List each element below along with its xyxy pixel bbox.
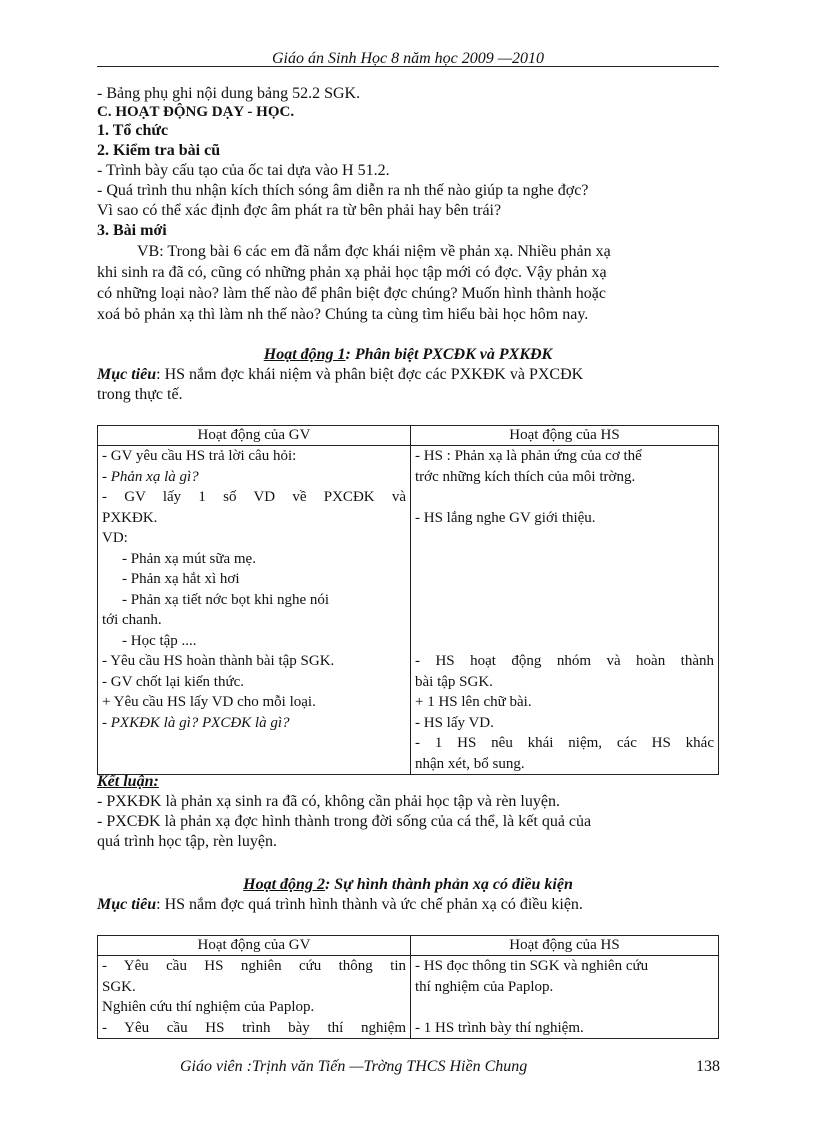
review-question-1: - Trình bày cấu tạo của ốc tai dựa vào H 51.2.: [97, 162, 390, 179]
list-item: - Phản xạ hắt xì hơi: [122, 571, 240, 587]
activity-1-label: Hoạt động 1: [263, 346, 346, 363]
col-header-hs: Hoạt động của HS: [411, 426, 719, 446]
col-header-gv: Hoạt động của GV: [98, 936, 411, 956]
page-footer: [180, 1058, 720, 1076]
list-item: nhận xét, bổ sung.: [415, 755, 525, 772]
conclusion-line-1: - PXKĐK là phản xạ sinh ra đã có, không cần phải học tập và rèn luyện.: [97, 793, 560, 810]
gv-cell: [98, 446, 411, 775]
gv-cell: [98, 956, 411, 1039]
review-question-2a: - Quá trình thu nhận kích thích sóng âm diễn ra nh thế nào giúp ta nghe đợc?: [97, 182, 589, 199]
hs-cell: [411, 446, 719, 775]
materials-line: - Bảng phụ ghi nội dung bảng 52.2 SGK.: [97, 85, 361, 102]
list-item: - 1 HS nêu khái niệm, các HS khác: [415, 735, 714, 751]
list-item: - Phản xạ tiết nớc bọt khi nghe nói: [122, 591, 330, 608]
list-item: - Phản xạ mút sữa mẹ.: [122, 550, 256, 567]
activity-1-title-rest: : Phân biệt PXCĐK và PXKĐK: [345, 346, 553, 363]
activity-1-title: [97, 345, 719, 365]
list-item: thí nghiệm của Paplop.: [415, 978, 554, 995]
conclusion: [97, 772, 719, 852]
list-item: - HS lắng nghe GV giới thiệu.: [415, 509, 596, 526]
section-c-heading: C. HOẠT ĐỘNG DẠY - HỌC.: [97, 104, 295, 120]
intro-paragraph-1: VB: Trong bài 6 các em đã nắm đợc khái niệm về phản xạ. Nhiều phản xạ: [137, 243, 611, 260]
activity-2: [97, 875, 719, 1039]
goal-label: Mục tiêu: [97, 896, 157, 913]
list-item: - GV chốt lại kiến thức.: [102, 673, 244, 690]
list-item: - Phản xạ là gì?: [102, 468, 199, 485]
col-header-gv: Hoạt động của GV: [98, 426, 411, 446]
list-item: + Yêu cầu HS lấy VD cho mỗi loại.: [102, 694, 316, 710]
list-item: - GV yêu cầu HS trả lời câu hỏi:: [102, 448, 297, 464]
header-rule: [97, 66, 719, 67]
goal-text: : HS nắm đợc khái niệm và phân biệt đợc các PXKĐK và PXCĐK: [156, 366, 584, 383]
list-item: - PXKĐK là gì? PXCĐK là gì?: [102, 714, 290, 731]
list-item: - Học tập ....: [122, 632, 197, 649]
page-header: Giáo án Sinh Học 8 năm học 2009 —2010: [272, 50, 544, 67]
goal-text: : HS nắm đợc quá trình hình thành và ức chế phản xạ có điều kiện.: [156, 896, 583, 913]
activity-1-goal-cont: trong thực tế.: [97, 386, 183, 403]
list-item: - HS : Phản xạ là phản ứng của cơ thể: [415, 448, 642, 464]
activity-2-goal: [97, 895, 719, 915]
list-item: VD:: [102, 530, 128, 546]
goal-label: Mục tiêu: [97, 366, 157, 383]
list-item: SGK.: [102, 978, 136, 995]
list-item: - Yêu cầu HS nghiên cứu thông tin: [102, 958, 406, 974]
conclusion-label: Kết luận:: [97, 773, 159, 790]
col-header-hs: Hoạt động của HS: [411, 936, 719, 956]
list-item: tới chanh.: [102, 612, 162, 628]
conclusion-line-3: quá trình học tập, rèn luyện.: [97, 833, 277, 850]
activity-1: [97, 345, 719, 775]
page-number: 138: [696, 1058, 720, 1075]
list-item: - GV lấy 1 số VD về PXCĐK và: [102, 489, 406, 505]
list-item: - HS lấy VD.: [415, 714, 494, 731]
intro-paragraph-2: khi sinh ra đã có, cũng có những phản xạ phải học tập mới có đợc. Vậy phản xạ: [97, 264, 607, 281]
list-item: bài tập SGK.: [415, 673, 493, 690]
list-item: - HS đọc thông tin SGK và nghiên cứu: [415, 958, 649, 974]
activity-2-label: Hoạt động 2: [243, 876, 325, 893]
list-item: - 1 HS trình bày thí nghiệm.: [415, 1019, 584, 1036]
footer-teacher: Giáo viên :Trịnh văn Tiến —Trờng THCS Hiền Chung: [180, 1058, 528, 1075]
activity-1-table: [97, 425, 719, 775]
activity-2-title-rest: : Sự hình thành phản xạ có điều kiện: [324, 876, 573, 893]
review-question-2b: Vì sao có thể xác định đợc âm phát ra từ bên phải hay bên trái?: [97, 202, 502, 219]
table-row: [98, 446, 719, 775]
table-row: [98, 956, 719, 1039]
list-item: - Yêu cầu HS trình bày thí nghiệm: [102, 1019, 406, 1036]
intro-paragraph-3: có những loại nào? làm thế nào để phân biệt đợc chúng? Muốn hình thành hoặc: [97, 285, 606, 302]
hs-cell: [411, 956, 719, 1039]
heading-kiem-tra: 2. Kiểm tra bài cũ: [97, 142, 221, 159]
activity-2-table: [97, 935, 719, 1039]
conclusion-line-2: - PXCĐK là phản xạ đợc hình thành trong đời sống của cá thể, là kết quả của: [97, 813, 592, 830]
list-item: - Yêu cầu HS hoàn thành bài tập SGK.: [102, 653, 335, 669]
activity-2-title: [97, 875, 719, 895]
intro-paragraph-4: xoá bỏ phản xạ thì làm nh thế nào? Chúng ta cùng tìm hiểu bài học hôm nay.: [97, 306, 589, 323]
list-item: + 1 HS lên chữ bài.: [415, 694, 532, 710]
heading-bai-moi: 3. Bài mới: [97, 222, 167, 239]
list-item: - HS hoạt động nhóm và hoàn thành: [415, 653, 714, 669]
list-item: trớc những kích thích của môi trờng.: [415, 468, 636, 485]
activity-1-goal: [97, 365, 719, 385]
document-body: [97, 84, 719, 325]
heading-to-chuc: 1. Tổ chức: [97, 122, 169, 139]
list-item: Nghiên cứu thí nghiệm của Paplop.: [102, 999, 315, 1015]
list-item: PXKĐK.: [102, 509, 158, 526]
